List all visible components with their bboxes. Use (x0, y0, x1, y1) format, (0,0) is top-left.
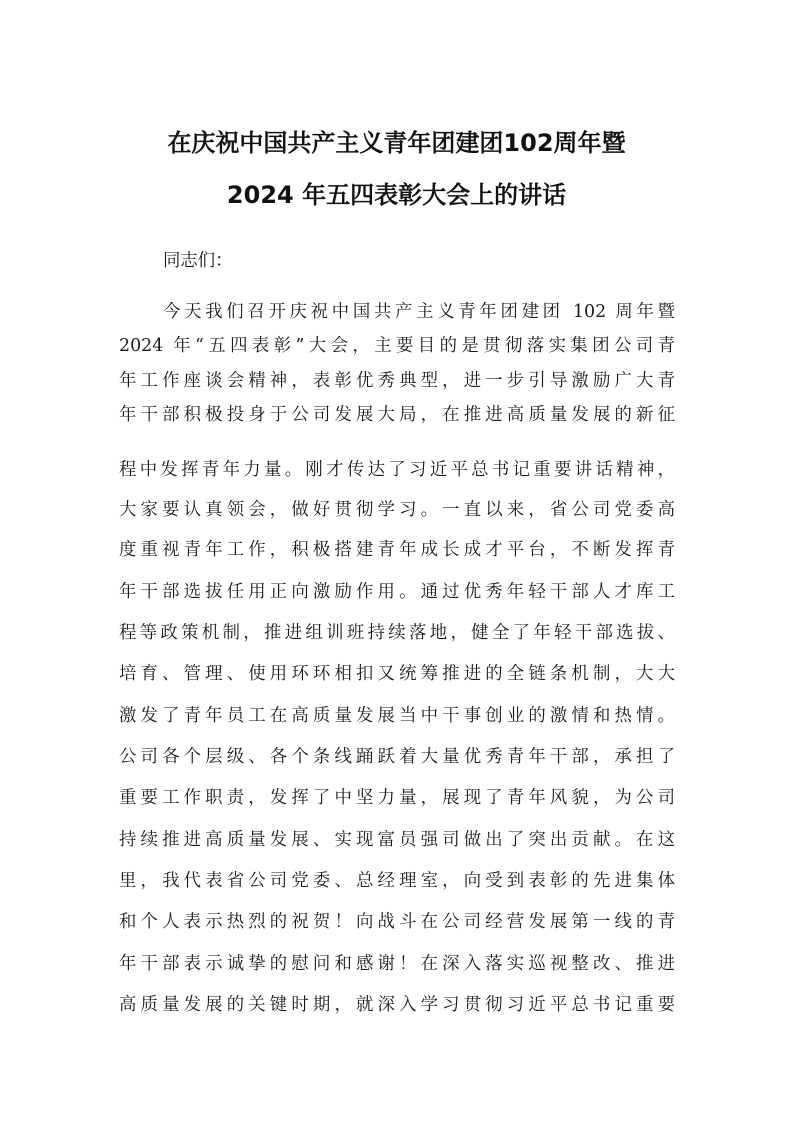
body-line: 年干部表示诚挚的慰问和感谢！在深入落实巡视整改、推进 (119, 954, 675, 974)
body-line: 里，我代表省公司党委、总经理室，向受到表彰的先进集体 (119, 871, 675, 891)
body-line: 今天我们召开庆祝中国共产主义青年团建团 102 周年暨 (163, 302, 675, 322)
body-line: 持续推进高质量发展、实现富员强司做出了突出贡献。在这 (119, 830, 675, 850)
body-line: 年干部选拔任用正向激励作用。通过优秀年轻干部人才库工 (119, 582, 675, 602)
body-line: 公司各个层级、各个条线踊跃着大量优秀青年干部，承担了 (119, 747, 675, 767)
body-line: 重要工作职责，发挥了中坚力量，展现了青年风貌，为公司 (119, 788, 675, 808)
body-line: 大家要认真领会，做好贯彻学习。一直以来，省公司党委高 (119, 500, 675, 520)
body-line: 培育、管理、使用环环相扣又统筹推进的全链条机制，大大 (119, 664, 675, 684)
body-line: 度重视青年工作，积极搭建青年成长成才平台，不断发挥青 (119, 540, 675, 560)
document-title-line-2: 2024 年五四表彰大会上的讲话 (226, 181, 567, 209)
greeting: 同志们： (163, 251, 233, 271)
body-line: 激发了青年员工在高质量发展当中干事创业的激情和热情。 (119, 706, 675, 726)
document-title-line-1: 在庆祝中国共产主义青年团建团102周年暨 (167, 129, 626, 157)
body-line: 2024 年“五四表彰”大会，主要目的是贯彻落实集团公司青 (119, 336, 675, 356)
body-line: 和个人表示热烈的祝贺！向战斗在公司经营发展第一线的青 (119, 912, 675, 932)
body-line: 程中发挥青年力量。刚才传达了习近平总书记重要讲话精神， (119, 460, 675, 480)
body-line: 年干部积极投身于公司发展大局，在推进高质量发展的新征 (119, 405, 675, 425)
body-line: 年工作座谈会精神，表彰优秀典型，进一步引导激励广大青 (119, 371, 675, 391)
body-line: 程等政策机制，推进组训班持续落地，健全了年轻干部选拔、 (119, 623, 675, 643)
body-line: 高质量发展的关键时期，就深入学习贯彻习近平总书记重要 (119, 995, 675, 1015)
